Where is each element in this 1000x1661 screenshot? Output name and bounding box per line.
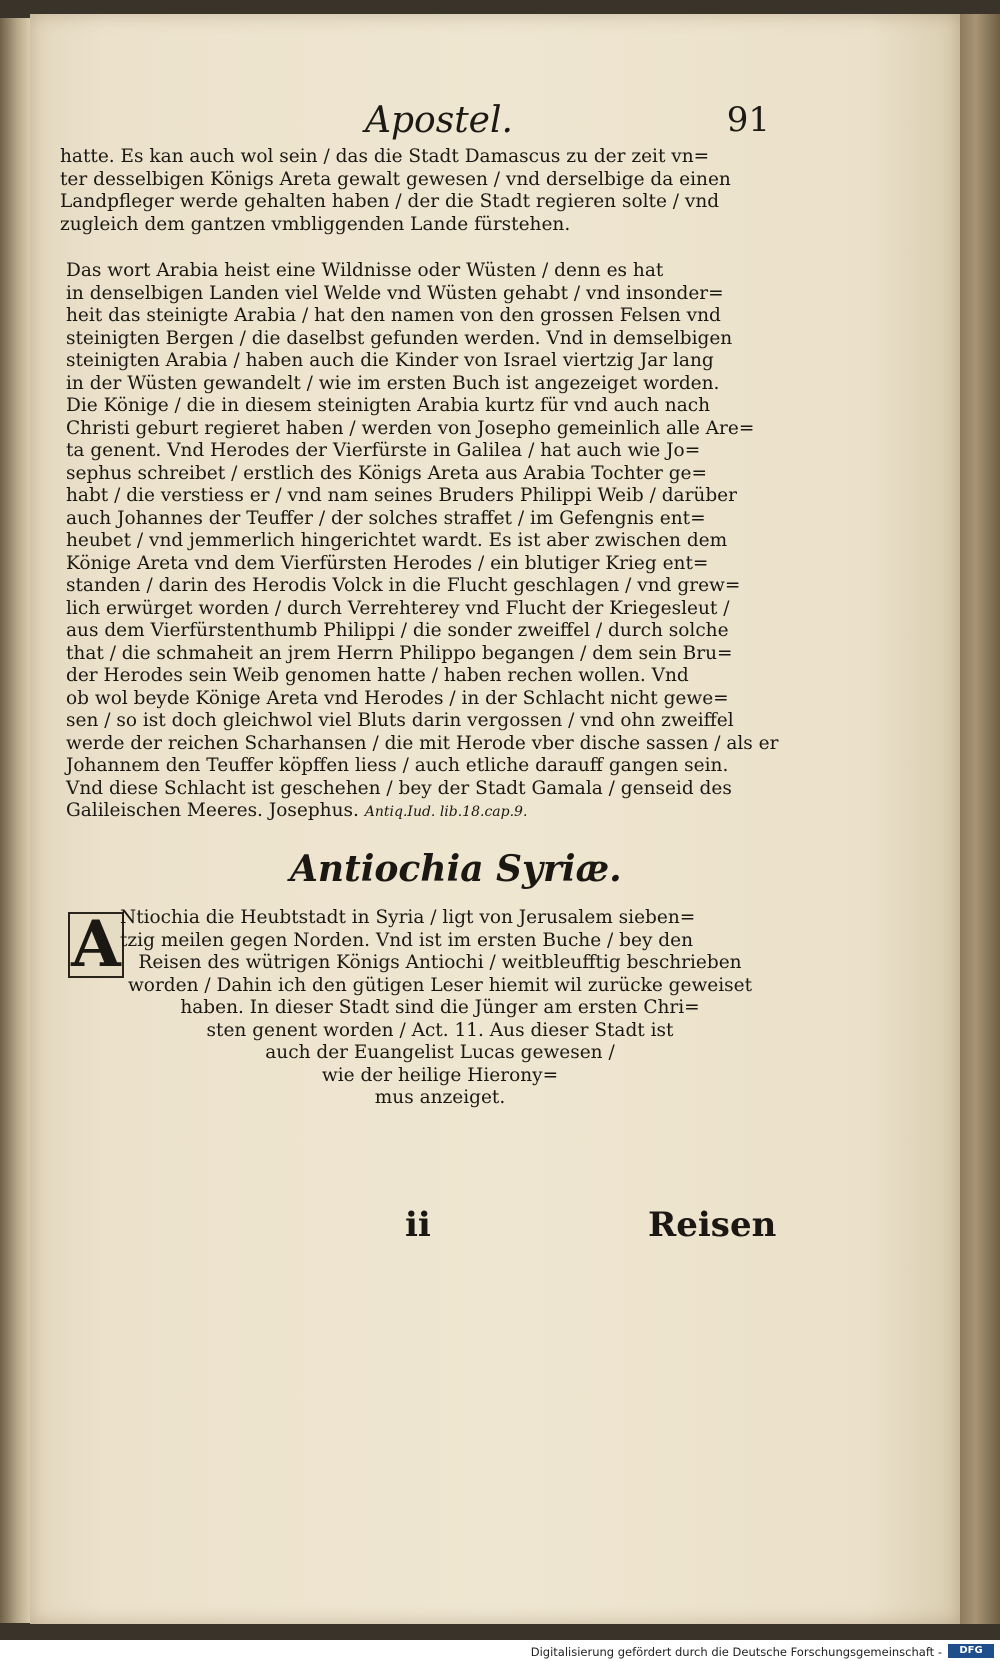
text-line-last xyxy=(66,800,766,823)
text-line: that / die schmaheit an jrem Herrn Philippo begangen / dem sein Bru= xyxy=(66,642,733,664)
adjacent-page-edge xyxy=(0,18,30,1623)
text-line: steinigten Arabia / haben auch die Kinder von Israel viertzig Jar lang xyxy=(66,350,714,371)
text-line: Landpfleger werde gehalten haben / der die Stadt regieren solte / vnd xyxy=(60,191,720,212)
text-line: ta genent. Vnd Herodes der Vierfürste in Galilea / hat auch wie Jo= xyxy=(66,440,701,461)
text-line: Christi geburt regieret haben / werden von Josepho gemeinlich alle Are= xyxy=(66,417,755,439)
text-line: tzig meilen gegen Norden. Vnd ist im ersten Buche / bey den xyxy=(120,929,693,951)
text-line: haben. In dieser Stadt sind die Jünger am ersten Chri= xyxy=(180,997,700,1018)
text-line: zugleich dem gantzen vmbliggenden Lande fürstehen. xyxy=(60,213,571,235)
text-line: sten genent worden / Act. 11. Aus dieser Stadt ist xyxy=(206,1019,674,1041)
text-line: Reisen des wütrigen Königs Antiochi / weitbleufftig beschrieben xyxy=(138,952,742,973)
text-line: Ntiochia die Heubtstadt in Syria / ligt von Jerusalem sieben= xyxy=(120,907,696,928)
text-line-content: Galileischen Meeres. Josephus. xyxy=(66,800,359,821)
paragraph-arabia xyxy=(66,260,779,823)
decorated-initial: A xyxy=(68,912,124,978)
catchword: Reisen xyxy=(648,1205,777,1245)
text-line: in denselbigen Landen viel Welde vnd Wüsten gehabt / vnd insonder= xyxy=(66,282,724,304)
text-line: werde der reichen Scharhansen / die mit Herode vber dische sassen / als er xyxy=(66,732,779,754)
text-line: habt / die verstiess er / vnd nam seines Bruders Philippi Weib / darüber xyxy=(66,485,737,506)
text-line: heit das steinigte Arabia / hat den namen von den grossen Felsen vnd xyxy=(66,305,721,326)
paragraph-continuation xyxy=(60,146,760,236)
dfg-logo[interactable]: DFG xyxy=(948,1644,994,1658)
text-line: sen / so ist doch gleichwol viel Bluts darin vergossen / vnd ohn zweiffel xyxy=(66,710,734,731)
text-line: in der Wüsten gewandelt / wie im ersten Buch ist angezeiget worden. xyxy=(66,372,720,394)
text-line: aus dem Vierfürstenthumb Philippi / die sonder zweiffel / durch solche xyxy=(66,620,729,641)
text-line: der Herodes sein Weib genomen hatte / haben rechen wollen. Vnd xyxy=(66,665,689,686)
text-line: auch Johannes der Teuffer / der solches straffet / im Gefengnis ent= xyxy=(66,507,706,529)
text-line: auch der Euangelist Lucas gewesen / xyxy=(265,1042,615,1063)
section-heading: Antiochia Syriæ. xyxy=(290,848,622,890)
text-line: sephus schreibet / erstlich des Königs Areta aus Arabia Tochter ge= xyxy=(66,462,708,484)
text-line: Die Könige / die in diesem steinigten Arabia kurtz für vnd auch nach xyxy=(66,395,711,416)
text-line: Könige Areta vnd dem Vierfürsten Herodes / ein blutiger Krieg ent= xyxy=(66,552,709,574)
funding-credit: Digitalisierung gefördert durch die Deutsche Forschungsgemeinschaft - xyxy=(530,1645,942,1659)
text-line: mus anzeiget. xyxy=(374,1087,506,1108)
text-line: standen / darin des Herodis Volck in die Flucht geschlagen / vnd grew= xyxy=(66,575,741,596)
text-line: lich erwürget worden / durch Verrehterey vnd Flucht der Kriegesleut / xyxy=(66,597,730,619)
source-reference: Antiq.Iud. lib.18.cap.9. xyxy=(364,804,528,820)
text-line: worden / Dahin ich den gütigen Leser hiemit wil zurücke geweiset xyxy=(127,974,753,996)
text-line: heubet / vnd jemmerlich hingerichtet wardt. Es ist aber zwischen dem xyxy=(66,530,728,551)
text-line: Das wort Arabia heist eine Wildnisse oder Wüsten / denn es hat xyxy=(66,260,664,281)
signature-mark: ii xyxy=(405,1205,431,1245)
text-line: Johannem den Teuffer köpffen liess / auch etliche darauff gangen sein. xyxy=(66,755,729,776)
text-line: Vnd diese Schlacht ist geschehen / bey der Stadt Gamala / genseid des xyxy=(66,777,732,799)
text-line: steinigten Bergen / die daselbst gefunden werden. Vnd in demselbigen xyxy=(66,327,733,349)
page-number: 91 xyxy=(726,100,770,140)
page-edge-right xyxy=(960,14,1000,1624)
running-head: Apostel. xyxy=(365,100,513,141)
text-line: ob wol beyde Könige Areta vnd Herodes / in der Schlacht nicht gewe= xyxy=(66,687,729,709)
paragraph-antiochia xyxy=(120,907,760,1110)
text-line: ter desselbigen Königs Areta gewalt gewesen / vnd derselbige da einen xyxy=(60,168,731,190)
page-header xyxy=(340,100,770,150)
text-line: hatte. Es kan auch wol sein / das die Stadt Damascus zu der zeit vn= xyxy=(60,146,710,167)
text-line: wie der heilige Hierony= xyxy=(321,1064,559,1086)
